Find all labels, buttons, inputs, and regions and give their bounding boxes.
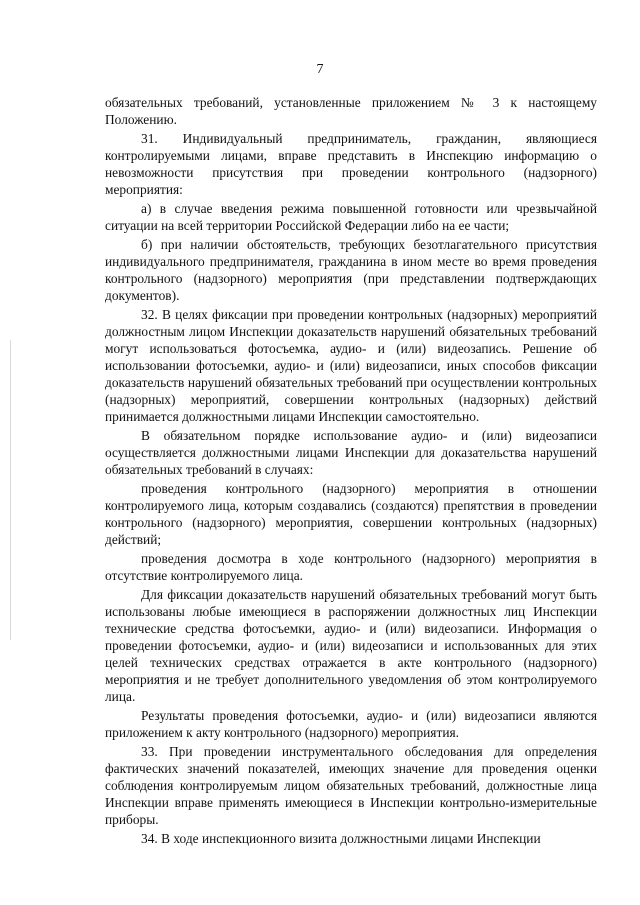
paragraph-32-case-2: проведения досмотра в ходе контрольного (надзорного) мероприятия в отсутствие контролируемого лица. bbox=[105, 551, 597, 583]
paragraph-31-b: б) при наличии обстоятельств, требующих безотлагательного присутствия индивидуального предпринимателя, гражданина в ином месте во время проведения контрольного (надзорного) мероприятия (при представлении подтверждающих документов). bbox=[105, 237, 597, 303]
paragraph-31: 31. Индивидуальный предприниматель, гражданин, являющиеся контролируемыми лицами, вправе представить в Инспекцию информацию о невозможности присутствия при проведении контрольного (надзорного) мероприятия: bbox=[105, 131, 597, 197]
paragraph-31-a: а) в случае введения режима повышенной готовности или чрезвычайной ситуации на всей территории Российской Федерации либо на ее части; bbox=[105, 201, 597, 233]
paragraph-32-results: Результаты проведения фотосъемки, аудио- и (или) видеозаписи являются приложением к акту контрольного (надзорного) мероприятия. bbox=[105, 708, 597, 740]
paragraph-32-mandatory: В обязательном порядке использование аудио- и (или) видеозаписи осуществляется должностными лицами Инспекции для доказательства нарушений обязательных требований в случаях: bbox=[105, 428, 597, 477]
paragraph-33: 33. При проведении инструментального обследования для определения фактических значений показателей, имеющих значение для проведения оценки соблюдения контролируемым лицом обязательных требований, должностные лица Инспекции вправе применять имеющиеся в Инспекции контрольно-измерительные приборы. bbox=[105, 744, 597, 827]
paragraph-34: 34. В ходе инспекционного визита должностными лицами Инспекции bbox=[141, 831, 541, 846]
page-number: 7 bbox=[316, 62, 324, 77]
scan-edge-line bbox=[10, 340, 11, 640]
paragraph-32-case-1: проведения контрольного (надзорного) мероприятия в отношении контролируемого лица, которым создавались (создаются) препятствия в проведении контрольного (надзорного) мероприятия, совершении контрольных (надзорных) действий; bbox=[105, 481, 597, 547]
paragraph-32-means: Для фиксации доказательств нарушений обязательных требований могут быть использованы любые имеющиеся в распоряжении должностных лиц Инспекции технические средства фотосъемки, аудио- и (или) видеозаписи. Информация о проведении фотосъемки, аудио- и (или) видеозаписи и использованных для этих целей технических средствах отражается в акте контрольного (надзорного) мероприятия и не требует дополнительного уведомления об этом контролируемого лица. bbox=[105, 587, 597, 704]
document-body bbox=[105, 94, 597, 849]
paragraph-32: 32. В целях фиксации при проведении контрольных (надзорных) мероприятий должностным лицом Инспекции доказательств нарушений обязательных требований могут использоваться фотосъемка, аудио- и (или) видеозапись. Решение об использовании фотосъемки, аудио- и (или) видеозаписи, иных способов фиксации доказательств нарушений обязательных требований при осуществлении контрольных (надзорных) мероприятий, совершении контрольных (надзорных) действий принимается должностными лицами Инспекции самостоятельно. bbox=[105, 307, 597, 424]
paragraph-continuation: обязательных требований, установленные приложением № 3 к настоящему Положению. bbox=[105, 95, 597, 127]
